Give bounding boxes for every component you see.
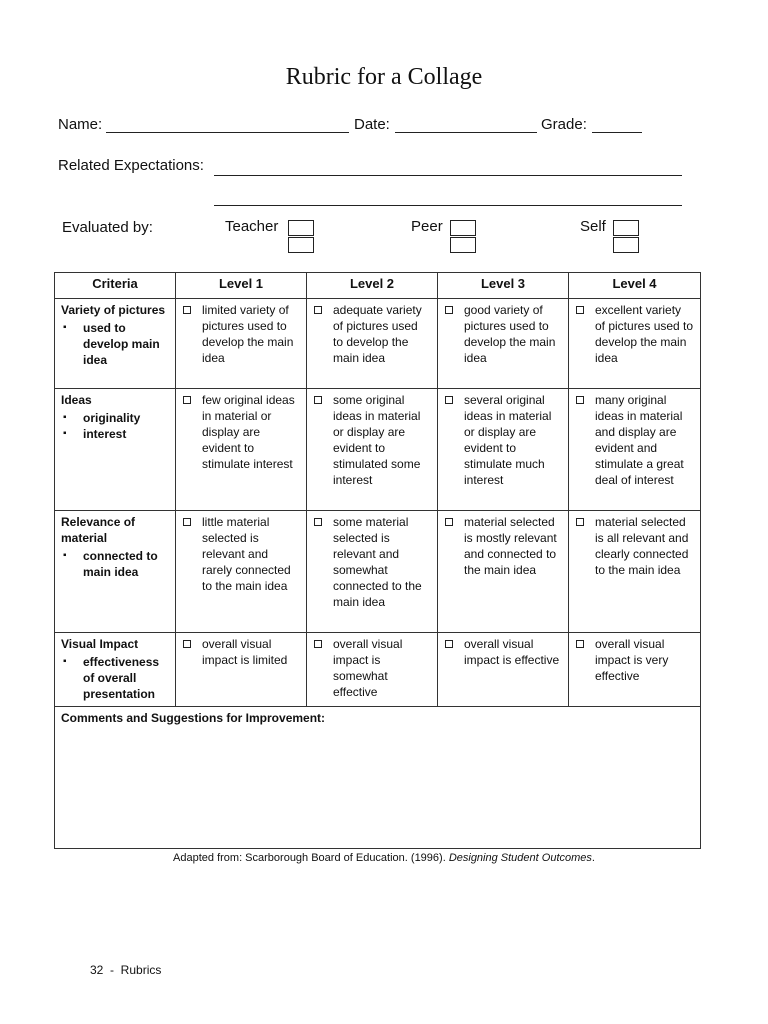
criteria-title: Ideas	[61, 393, 92, 407]
comments-box[interactable]	[55, 707, 701, 849]
related-expectations-field-1[interactable]	[214, 175, 682, 176]
header-level-1: Level 1	[176, 273, 307, 299]
level-description: some original ideas in material or display are evident to stimulated some interest	[333, 393, 421, 487]
checkbox-icon[interactable]	[314, 640, 322, 648]
level-cell	[307, 511, 438, 633]
level-description: material selected is all relevant and clearly connected to the main idea	[595, 515, 689, 577]
comments-row	[55, 707, 701, 849]
header-level-4: Level 4	[569, 273, 701, 299]
level-cell	[176, 633, 307, 707]
header-criteria: Criteria	[55, 273, 176, 299]
criteria-cell	[55, 633, 176, 707]
level-description: limited variety of pictures used to develop the main idea	[202, 303, 294, 365]
level-description: overall visual impact is effective	[464, 637, 560, 667]
checkbox-icon[interactable]	[576, 518, 584, 526]
level-description: overall visual impact is limited	[202, 637, 288, 667]
criteria-cell	[55, 299, 176, 389]
criteria-bullet: ▪ used to develop main idea	[61, 320, 169, 368]
level-cell	[569, 511, 701, 633]
criteria-cell	[55, 389, 176, 511]
date-label: Date:	[354, 116, 390, 133]
criteria-title: Relevance of material	[61, 515, 136, 545]
level-description: many original ideas in material and display are evident and stimulate a great deal of interest	[595, 393, 684, 487]
checkbox-icon[interactable]	[183, 396, 191, 404]
level-description: several original ideas in material or display are evident to stimulate much interest	[464, 393, 552, 487]
related-expectations-label: Related Expectations:	[58, 157, 204, 174]
peer-checkbox-top[interactable]	[450, 220, 476, 236]
criteria-bullet: ▪ interest	[61, 426, 169, 442]
criteria-bullet: ▪ originality	[61, 410, 169, 426]
credit-suffix: .	[591, 852, 595, 864]
teacher-checkbox-bottom[interactable]	[288, 237, 314, 253]
level-cell	[307, 299, 438, 389]
comments-label: Comments and Suggestions for Improvement:	[61, 711, 326, 725]
checkbox-icon[interactable]	[314, 396, 322, 404]
checkbox-icon[interactable]	[576, 306, 584, 314]
checkbox-icon[interactable]	[183, 518, 191, 526]
header-level-2: Level 2	[307, 273, 438, 299]
table-row	[55, 511, 701, 633]
table-row	[55, 633, 701, 707]
date-field[interactable]	[395, 132, 537, 133]
grade-label: Grade:	[541, 116, 587, 133]
level-cell	[307, 633, 438, 707]
level-description: excellent variety of pictures used to develop the main idea	[595, 303, 694, 365]
name-field[interactable]	[106, 132, 349, 133]
self-checkbox-bottom[interactable]	[613, 237, 639, 253]
checkbox-icon[interactable]	[183, 306, 191, 314]
level-description: few original ideas in material or display are evident to stimulate interest	[202, 393, 295, 471]
criteria-title: Variety of pictures	[61, 303, 166, 317]
level-cell	[438, 511, 569, 633]
level-cell	[176, 389, 307, 511]
checkbox-icon[interactable]	[576, 396, 584, 404]
criteria-bullet: ▪ connected to main idea	[61, 548, 169, 580]
level-cell	[176, 299, 307, 389]
checkbox-icon[interactable]	[183, 640, 191, 648]
table-header-row	[55, 273, 701, 299]
checkbox-icon[interactable]	[314, 518, 322, 526]
teacher-label: Teacher	[225, 218, 279, 235]
table-row	[55, 299, 701, 389]
checkbox-icon[interactable]	[445, 396, 453, 404]
level-description: little material selected is relevant and rarely connected to the main idea	[202, 515, 291, 593]
criteria-title: Visual Impact	[61, 637, 139, 651]
criteria-bullet: ▪ effectiveness of overall presentation	[61, 654, 169, 702]
credit-source: Designing Student Outcomes	[448, 852, 592, 864]
self-checkbox-top[interactable]	[613, 220, 639, 236]
table-row	[55, 389, 701, 511]
level-description: overall visual impact is somewhat effective	[333, 637, 403, 699]
name-label: Name:	[58, 116, 103, 133]
grade-field[interactable]	[592, 132, 642, 133]
checkbox-icon[interactable]	[445, 518, 453, 526]
page-title: Rubric for a Collage	[285, 64, 483, 90]
header-level-3: Level 3	[438, 273, 569, 299]
criteria-cell	[55, 511, 176, 633]
teacher-checkbox-top[interactable]	[288, 220, 314, 236]
level-cell	[176, 511, 307, 633]
checkbox-icon[interactable]	[314, 306, 322, 314]
level-description: overall visual impact is very effective	[595, 637, 669, 683]
level-description: some material selected is relevant and somewhat connected to the main idea	[333, 515, 422, 609]
checkbox-icon[interactable]	[445, 306, 453, 314]
evaluated-by-label: Evaluated by:	[62, 219, 153, 236]
level-cell	[438, 299, 569, 389]
self-label: Self	[580, 218, 606, 235]
level-cell	[438, 389, 569, 511]
level-description: material selected is mostly relevant and connected to the main idea	[464, 515, 557, 577]
checkbox-icon[interactable]	[576, 640, 584, 648]
peer-label: Peer	[411, 218, 443, 235]
level-cell	[569, 389, 701, 511]
credit-line	[0, 852, 768, 864]
peer-checkbox-bottom[interactable]	[450, 237, 476, 253]
level-description: adequate variety of pictures used to develop the main idea	[333, 303, 422, 365]
level-cell	[569, 299, 701, 389]
page-footer: 32 - Rubrics	[90, 963, 162, 977]
rubric-table	[54, 272, 701, 849]
checkbox-icon[interactable]	[445, 640, 453, 648]
level-cell	[307, 389, 438, 511]
level-cell	[569, 633, 701, 707]
level-description: good variety of pictures used to develop the main idea	[464, 303, 556, 365]
related-expectations-field-2[interactable]	[214, 205, 682, 206]
credit-prefix: Adapted from: Scarborough Board of Education. (1996).	[173, 852, 449, 864]
level-cell	[438, 633, 569, 707]
